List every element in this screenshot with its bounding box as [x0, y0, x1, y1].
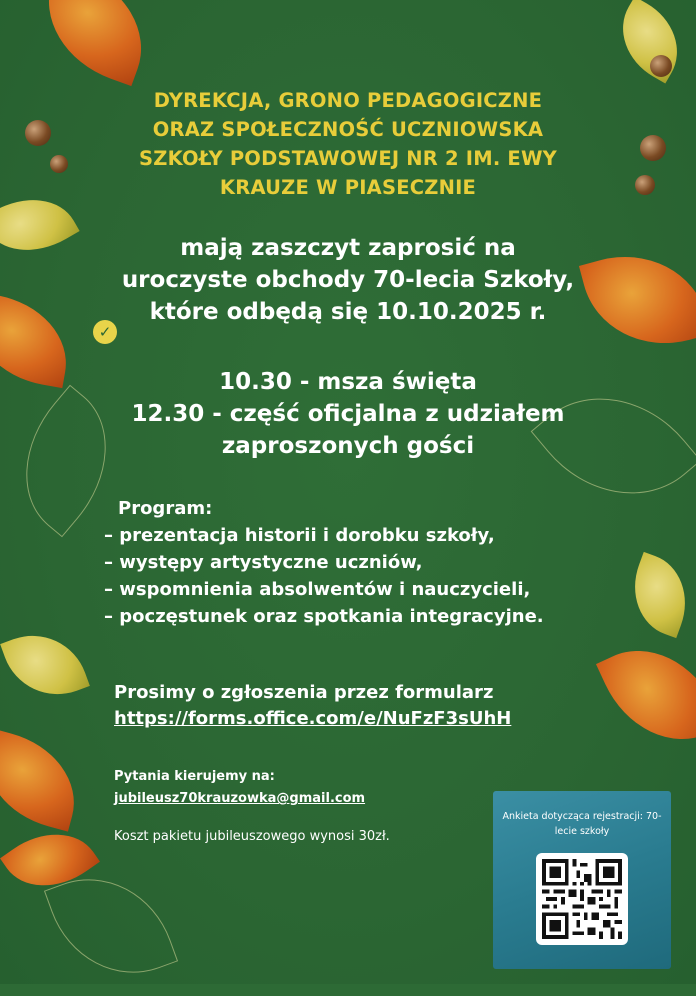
program-item: – występy artystyczne uczniów, — [104, 552, 423, 573]
heading-line: KRAUZE W PIASECZNIE — [219, 176, 477, 199]
checkmark-icon: ✓ — [93, 320, 117, 344]
heading-line: DYREKCJA, GRONO PEDAGOGICZNE — [153, 89, 543, 112]
schedule-line: 12.30 - część oficjalna z udziałem — [131, 401, 565, 427]
heading-line: SZKOŁY PODSTAWOWEJ NR 2 IM. EWY — [139, 147, 557, 170]
invitation-line: mają zaszczyt zaprosić na — [180, 235, 516, 261]
invitation-text — [90, 232, 606, 328]
schedule-line: zaproszonych gości — [221, 433, 475, 459]
leaf-decoration — [0, 179, 80, 271]
leaf-decoration — [28, 0, 162, 86]
chestnut-decoration — [640, 135, 666, 161]
leaf-decoration — [605, 0, 696, 83]
qr-code-icon — [542, 859, 622, 939]
invitation-line: uroczyste obchody 70-lecia Szkoły, — [121, 267, 575, 293]
leaf-decoration — [0, 620, 90, 710]
chestnut-decoration — [25, 120, 51, 146]
program-item: – prezentacja historii i dorobku szkoły, — [104, 525, 495, 546]
leaf-decoration — [0, 292, 76, 388]
heading-line: ORAZ SPOŁECZNOŚĆ UCZNIOWSKA — [152, 118, 544, 141]
qr-card — [493, 791, 671, 969]
registration-link[interactable]: https://forms.office.com/e/NuFzF3sUhH — [114, 708, 512, 729]
program-item: – poczęstunek oraz spotkania integracyjne. — [104, 606, 544, 627]
contact-label: Pytania kierujemy na: — [114, 769, 275, 784]
school-heading — [110, 86, 586, 202]
cost-note: Koszt pakietu jubileuszowego wynosi 30zł. — [114, 829, 390, 844]
contact-block — [114, 766, 474, 810]
qr-code[interactable] — [536, 853, 628, 945]
program-list — [104, 495, 644, 630]
chestnut-decoration — [50, 155, 68, 173]
event-schedule — [90, 366, 606, 462]
qr-caption: Ankieta dotycząca rejestracji: 70-lecie szkoły — [502, 811, 662, 837]
chestnut-decoration — [650, 55, 672, 77]
chestnut-decoration — [635, 175, 655, 195]
program-title: Program: — [118, 498, 213, 519]
registration-block — [114, 680, 614, 732]
contact-email-link[interactable]: jubileusz70krauzowka@gmail.com — [114, 791, 366, 806]
invitation-line: które odbędą się 10.10.2025 r. — [149, 299, 547, 325]
leaf-decoration — [0, 728, 89, 831]
schedule-line: 10.30 - msza święta — [219, 369, 477, 395]
registration-text: Prosimy o zgłoszenia przez formularz — [114, 682, 494, 703]
program-item: – wspomnienia absolwentów i nauczycieli, — [104, 579, 531, 600]
